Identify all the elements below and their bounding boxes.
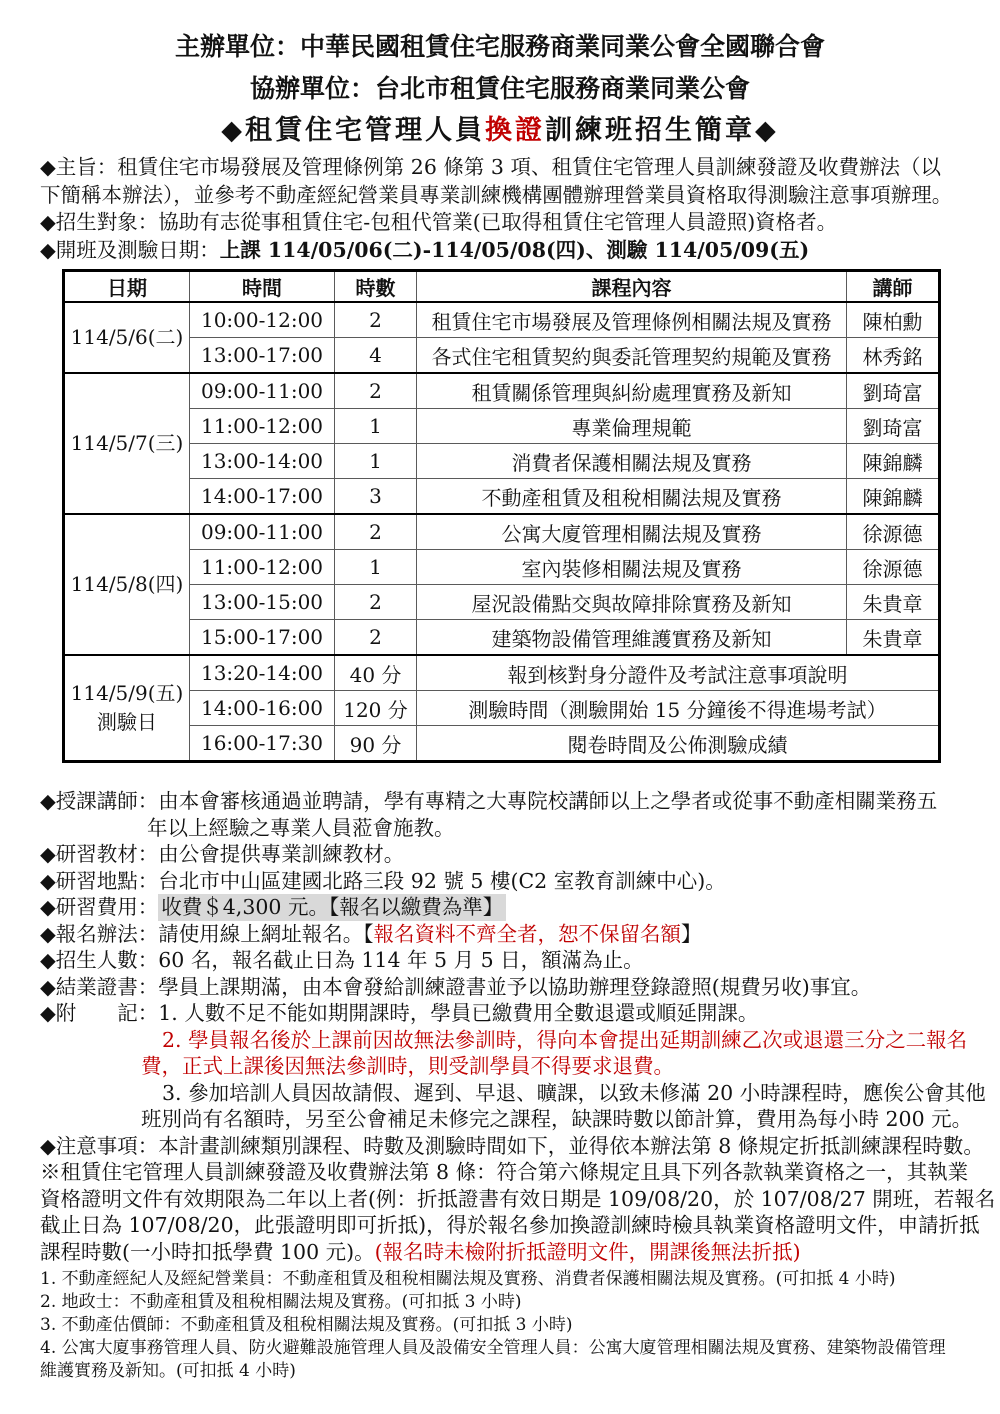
remark-line-4: 3. 參加培訓人員因故請假、遲到、早退、曠課，以致未修滿 20 小時課程時，應俟公會其他 [162, 1080, 986, 1105]
col-header-time: 時間 [190, 271, 335, 303]
hours-cell: 2 [335, 620, 417, 656]
lecturer-info-line-2: 年以上經驗之專業人員蒞會施教。 [147, 815, 455, 840]
rule-line-4-black: 課程時數(一小時扣抵學費 100 元)。 [40, 1239, 375, 1264]
content-cell: 報到核對身分證件及考試注意事項說明 [417, 655, 940, 691]
course-schedule-table [62, 269, 941, 763]
title-prefix: ◆租賃住宅管理人員 [221, 115, 485, 146]
date-cell: 114/5/7(三) [64, 373, 190, 514]
schedule-label: ◆開班及測驗日期： [40, 237, 220, 262]
table-row [64, 302, 940, 338]
time-cell: 14:00-16:00 [190, 691, 335, 726]
schedule-line [40, 237, 960, 265]
title-suffix: 訓練班招生簡章◆ [545, 115, 779, 146]
table-row [64, 655, 940, 691]
content-cell: 閱卷時間及公佈測驗成績 [417, 726, 940, 762]
lecturer-cell: 陳柏勳 [847, 302, 940, 338]
lecturer-cell: 陳錦麟 [847, 479, 940, 515]
materials-line: ◆研習教材：由公會提供專業訓練教材。 [40, 842, 405, 866]
registration-warning: 報名資料不齊全者，恕不保留名額 [373, 921, 682, 946]
subject-line-2: 下簡稱本辦法），並參考不動產經紀營業員專業訓練機構團體辦理營業員資格取得測驗注意事項辦理。 [40, 182, 953, 207]
table-row [64, 479, 940, 515]
registration-bracket-close: 】 [681, 921, 702, 946]
deduction-item-2: 2. 地政士：不動產租賃及租稅相關法規及實務。(可扣抵 3 小時) [40, 1292, 522, 1312]
registration-bracket-open: 【 [363, 921, 374, 946]
hours-cell: 40 分 [335, 655, 417, 691]
remark-line-3: 費，正式上課後因無法參訓時，則受訓學員不得要求退費。 [141, 1054, 674, 1078]
content-cell: 租賃關係管理與糾紛處理實務及新知 [417, 373, 847, 409]
table-row [64, 585, 940, 620]
content-cell: 專業倫理規範 [417, 409, 847, 444]
hours-cell: 90 分 [335, 726, 417, 762]
content-cell: 室內裝修相關法規及實務 [417, 550, 847, 585]
col-header-date: 日期 [64, 271, 190, 303]
lecturer-cell: 徐源德 [847, 550, 940, 585]
deduction-item-1: 1. 不動產經紀人及經紀營業員：不動產租賃及租稅相關法規及實務、消費者保護相關法規及實務。(可扣抵 4 小時) [40, 1269, 896, 1289]
hours-cell: 4 [335, 338, 417, 374]
content-cell: 不動產租賃及租稅相關法規及實務 [417, 479, 847, 515]
co-organizer-line: 協辦單位：台北市租賃住宅服務商業同業公會 [249, 74, 750, 103]
exam-date: 114/5/9(五) [70, 681, 184, 705]
rule-line-3: 截止日為 107/08/20，此張證明即可折抵)，得於報名參加換證訓練時檢具執業資格證明文件，申請折抵 [40, 1213, 980, 1237]
time-cell: 16:00-17:30 [190, 726, 335, 762]
lecturer-info-line-1: ◆授課講師：由本會審核通過並聘請，學有專精之大專院校講師以上之學者或從事不動產相關業務五 [40, 789, 938, 813]
col-header-lecturer: 講師 [847, 271, 940, 303]
attention-line: ◆注意事項：本計畫訓練類別課程、時數及測驗時間如下，並得依本辦法第 8 條規定折抵訓練課程時數。 [40, 1133, 984, 1158]
time-cell: 11:00-12:00 [190, 409, 335, 444]
content-cell: 建築物設備管理維護實務及新知 [417, 620, 847, 656]
deduction-item-4-line-1: 4. 公寓大廈事務管理人員、防火避難設施管理人員及設備安全管理人員：公寓大廈管理相關法規及實務、建築物設備管理 [40, 1338, 946, 1358]
hours-cell: 1 [335, 550, 417, 585]
time-cell: 09:00-11:00 [190, 373, 335, 409]
remark-line-1: ◆附 記：1. 人數不足不能如期開課時，學員已繳費用全數退還或順延開課。 [40, 1001, 759, 1025]
time-cell: 14:00-17:00 [190, 479, 335, 515]
rule-line-4-red: (報名時未檢附折抵證明文件，開課後無法折抵) [374, 1239, 801, 1264]
col-header-content: 課程內容 [417, 271, 847, 303]
quota-line: ◆招生人數：60 名，報名截止日為 114 年 5 月 5 日，額滿為止。 [40, 948, 644, 972]
date-cell: 114/5/6(二) [64, 302, 190, 373]
table-row [64, 691, 940, 726]
rule-line-2: 資格證明文件有效期限為二年以上者(例：折抵證書有效日期是 109/08/20，於 107/08/27 開班，若報名 [40, 1186, 996, 1211]
table-row [64, 444, 940, 479]
registration-line [40, 921, 960, 948]
content-cell: 公寓大廈管理相關法規及實務 [417, 514, 847, 550]
content-cell: 租賃住宅市場發展及管理條例相關法規及實務 [417, 302, 847, 338]
col-header-hours: 時數 [335, 271, 417, 303]
hours-cell: 2 [335, 302, 417, 338]
page-title [40, 110, 960, 152]
rule-line-1: ※租賃住宅管理人員訓練發證及收費辦法第 8 條：符合第六條規定且具下列各款執業資格之一，其執業 [40, 1160, 969, 1184]
hours-cell: 120 分 [335, 691, 417, 726]
notice-section [40, 1133, 996, 1266]
hours-cell: 1 [335, 444, 417, 479]
time-cell: 13:00-15:00 [190, 585, 335, 620]
hours-cell: 2 [335, 585, 417, 620]
deduction-item-4-line-2: 維護實務及新知。(可扣抵 4 小時) [40, 1361, 296, 1381]
table-row [64, 338, 940, 374]
lecturer-cell: 朱貴章 [847, 585, 940, 620]
hours-cell: 3 [335, 479, 417, 515]
deduction-item-3: 3. 不動產估價師：不動產租賃及租稅相關法規及實務。(可扣抵 3 小時) [40, 1315, 573, 1335]
table-row [64, 514, 940, 550]
hours-cell: 2 [335, 373, 417, 409]
subject-line-1: ◆主旨：租賃住宅市場發展及管理條例第 26 條第 3 項、租賃住宅管理人員訓練發證及收費辦法（以 [40, 155, 941, 179]
time-cell: 15:00-17:00 [190, 620, 335, 656]
certificate-line: ◆結業證書：學員上課期滿，由本會發給訓練證書並予以協助辦理登錄證照(規費另收)事宜。 [40, 974, 872, 999]
fee-label: ◆研習費用： [40, 895, 159, 919]
content-cell: 測驗時間（測驗開始 15 分鐘後不得進場考試） [417, 691, 940, 726]
audience-line: ◆招生對象：協助有志從事租賃住宅-包租代管業(已取得租賃住宅管理人員證照)資格者。 [40, 210, 838, 234]
fee-value-highlighted: 收費＄4,300 元。【報名以繳費為準】 [158, 894, 506, 921]
lecturer-cell: 林秀銘 [847, 338, 940, 374]
remarks-section [40, 1000, 986, 1133]
remark-line-5: 班別尚有名額時，另至公會補足未修完之課程，缺課時數以節計算，費用為每小時 200 元。 [141, 1107, 973, 1131]
table-row [64, 726, 940, 762]
table-row [64, 409, 940, 444]
content-cell: 屋況設備點交與故障排除實務及新知 [417, 585, 847, 620]
time-cell: 10:00-12:00 [190, 302, 335, 338]
time-cell: 13:20-14:00 [190, 655, 335, 691]
schedule-value: 上課 114/05/06(二)-114/05/08(四)、測驗 114/05/09(五) [219, 237, 810, 262]
deduction-list-section [40, 1268, 960, 1383]
remark-line-2: 2. 學員報名後於上課前因故無法參訓時，得向本會提出延期訓練乙次或退還三分之二報名 [162, 1027, 968, 1052]
hours-cell: 2 [335, 514, 417, 550]
table-row [64, 373, 940, 409]
details-section [40, 788, 960, 1000]
intro-section [40, 154, 960, 264]
lecturer-cell: 陳錦麟 [847, 444, 940, 479]
rule-line-4 [40, 1239, 960, 1266]
date-cell: 114/5/8(四) [64, 514, 190, 655]
date-cell [64, 655, 190, 762]
lecturer-cell: 劉琦富 [847, 409, 940, 444]
content-cell: 各式住宅租賃契約與委託管理契約規範及實務 [417, 338, 847, 374]
lecturer-cell: 劉琦富 [847, 373, 940, 409]
registration-label: ◆報名辦法：請使用線上網址報名。 [40, 921, 364, 946]
table-header-row [64, 271, 940, 303]
hours-cell: 1 [335, 409, 417, 444]
organizer-line: 主辦單位：中華民國租賃住宅服務商業同業公會全國聯合會 [174, 32, 825, 61]
title-emphasis: 換證 [485, 115, 545, 146]
time-cell: 13:00-14:00 [190, 444, 335, 479]
table-row [64, 550, 940, 585]
time-cell: 13:00-17:00 [190, 338, 335, 374]
exam-date-note: 測驗日 [97, 710, 157, 734]
lecturer-cell: 朱貴章 [847, 620, 940, 656]
table-row [64, 620, 940, 656]
lecturer-cell: 徐源德 [847, 514, 940, 550]
fee-line [40, 894, 960, 921]
time-cell: 11:00-12:00 [190, 550, 335, 585]
content-cell: 消費者保護相關法規及實務 [417, 444, 847, 479]
location-line: ◆研習地點：台北市中山區建國北路三段 92 號 5 樓(C2 室教育訓練中心)。 [40, 868, 726, 893]
time-cell: 09:00-11:00 [190, 514, 335, 550]
